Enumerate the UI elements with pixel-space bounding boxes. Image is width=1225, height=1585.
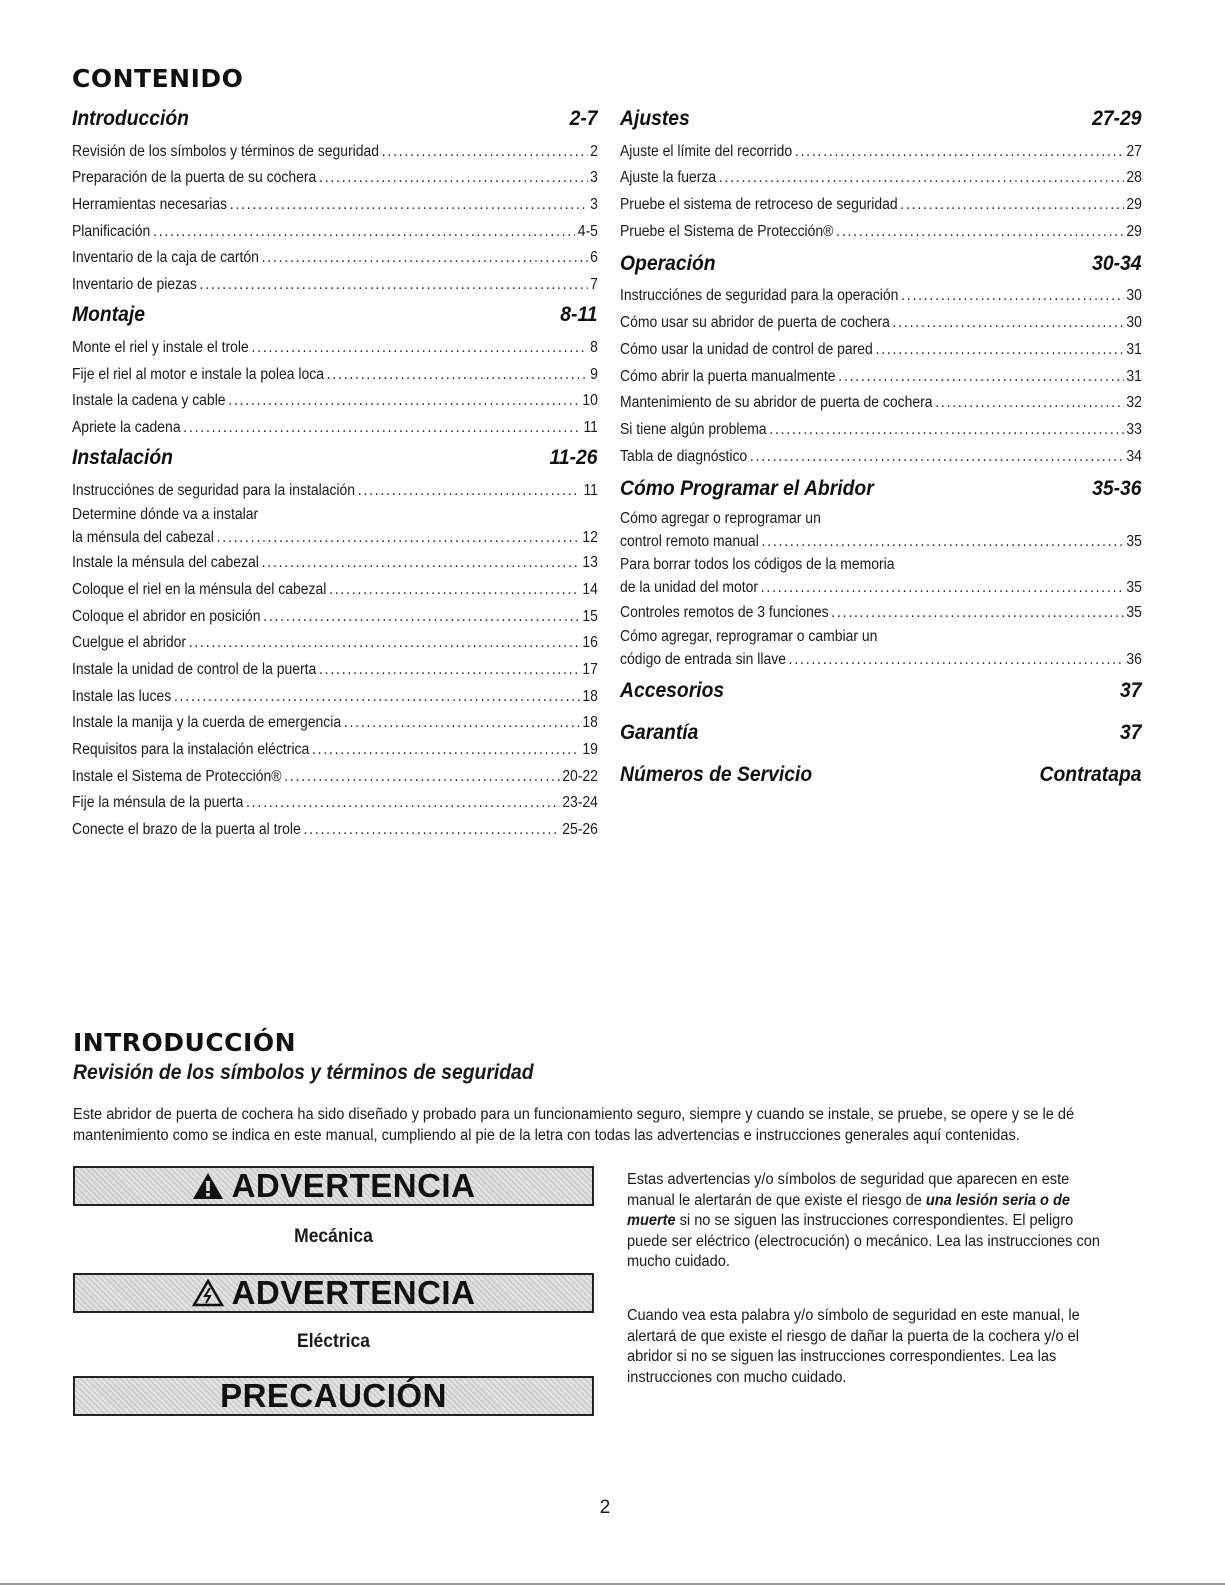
- section-pages: 35-36: [1092, 476, 1142, 500]
- toc-entry-text: Apriete la cadena: [72, 418, 181, 436]
- section-heading: [620, 474, 1142, 508]
- toc-dot-leader: [876, 337, 1124, 363]
- toc-entry-text: control remoto manual: [620, 532, 759, 550]
- toc-entry: [620, 309, 1142, 336]
- toc-dot-leader: [831, 600, 1123, 626]
- toc-dot-leader: [217, 526, 580, 550]
- toc-dot-leader: [750, 444, 1124, 470]
- toc-dot-leader: [319, 165, 587, 191]
- toc-entry-line: Cómo agregar o reprogramar un: [620, 509, 821, 527]
- toc-entry-text: Cómo abrir la puerta manualmente: [620, 367, 836, 385]
- toc-entry-page: 17: [582, 661, 598, 678]
- toc-entry-text: Cómo usar su abridor de puerta de cochera: [620, 314, 890, 332]
- toc-entry: [72, 271, 598, 298]
- toc-dot-leader: [719, 165, 1124, 191]
- toc-entry: [72, 526, 598, 550]
- section-title: Números de Servicio: [620, 763, 813, 787]
- toc-dot-leader: [228, 388, 579, 414]
- section-heading: [620, 249, 1142, 283]
- toc-entry-text: Si tiene algún problema: [620, 420, 767, 438]
- toc-entry-text: Cómo usar la unidad de control de pared: [620, 340, 873, 358]
- toc-entry-page: 4-5: [577, 222, 598, 240]
- toc-entry-page: 20-22: [562, 767, 598, 785]
- toc-dot-leader: [189, 630, 580, 656]
- toc-dot-leader: [900, 192, 1123, 218]
- toc-entry-text: Planificación: [72, 222, 151, 240]
- toc-entry-page: 10: [582, 392, 598, 410]
- toc-dot-leader: [795, 139, 1124, 165]
- section-title: Montaje: [72, 303, 145, 327]
- section-title: Operación: [620, 251, 716, 275]
- toc-dot-leader: [893, 310, 1124, 336]
- toc-multiline-entry: [620, 554, 1142, 600]
- toc-entry-text: Requisitos para la instalación eléctrica: [72, 741, 310, 759]
- toc-entry: [72, 683, 598, 710]
- toc-dot-leader: [262, 245, 588, 271]
- toc-entry-line: Determine dónde va a instalar: [72, 505, 259, 523]
- page-number: 2: [599, 1497, 611, 1518]
- toc-entry-page: 16: [582, 634, 598, 652]
- warning-mechanical-text: ADVERTENCIA: [231, 1167, 476, 1204]
- warning-mechanical-label: Mecánica: [294, 1226, 373, 1247]
- toc-dot-leader: [251, 335, 587, 361]
- toc-dot-leader: [836, 219, 1124, 245]
- section-heading: [72, 300, 598, 334]
- contents-heading: CONTENIDO: [72, 64, 244, 93]
- toc-entry-page: 27: [1126, 142, 1142, 160]
- toc-entry-text: Instrucciónes de seguridad para la operación: [620, 287, 899, 305]
- toc-entry: [620, 165, 1142, 192]
- toc-entry-text: código de entrada sin llave: [620, 651, 786, 669]
- warning-electrical-label: Eléctrica: [297, 1331, 370, 1352]
- toc-dot-leader: [901, 283, 1124, 309]
- toc-entry: [72, 736, 598, 763]
- caution-text: PRECAUCIÓN: [220, 1377, 447, 1414]
- toc-entry-page: 18: [582, 687, 598, 705]
- toc-entry: [72, 656, 598, 683]
- intro-subheading: Revisión de los símbolos y términos de seguridad: [73, 1061, 534, 1084]
- warning-explanation-text: Estas advertencias y/o símbolos de seguridad que aparecen en este manual le alertarán de que existe el riesgo de: [627, 1171, 1070, 1209]
- toc-dot-leader: [153, 219, 575, 245]
- toc-entry-text: Pruebe el Sistema de Protección®: [620, 222, 834, 240]
- toc-entry-text: Instale la unidad de control de la puerta: [72, 661, 317, 678]
- toc-entry-text: Tabla de diagnóstico: [620, 447, 748, 465]
- toc-multiline-entry: [72, 504, 598, 550]
- section-heading: [620, 760, 1142, 802]
- caution-banner: [73, 1376, 594, 1416]
- toc-entry-page: 30: [1126, 287, 1142, 305]
- section-pages: 37: [1120, 679, 1142, 703]
- section-pages: 37: [1120, 721, 1142, 745]
- toc-entry-page: 36: [1126, 651, 1142, 669]
- toc-entry: [72, 576, 598, 603]
- toc-entry: [72, 414, 598, 441]
- toc-entry-text: Coloque el riel en la ménsula del cabezal: [72, 580, 327, 598]
- warning-explanation-text-end: si no se siguen las instrucciones correspondientes. El peligro puede ser eléctrico (electrocución) o mecánico. Lea las instrucciones con mucho cuidado.: [627, 1212, 1100, 1271]
- toc-dot-leader: [303, 817, 559, 843]
- toc-entry-text: Coloque el abridor en posición: [72, 607, 261, 625]
- section-pages: 8-11: [560, 303, 598, 327]
- toc-entry: [72, 710, 598, 737]
- toc-entry-page: 7: [590, 276, 598, 294]
- toc-entry: [72, 550, 598, 577]
- toc-entry-text: Instale la manija y la cuerda de emergencia: [72, 714, 342, 732]
- toc-entry-text: Cuelgue el abridor: [72, 634, 187, 652]
- toc-dot-leader: [230, 192, 588, 218]
- toc-entry-page: 35: [1126, 578, 1142, 596]
- toc-entry-text: Mantenimiento de su abridor de puerta de cochera: [620, 394, 933, 412]
- toc-entry: [620, 283, 1142, 310]
- toc-entry: [72, 630, 598, 657]
- toc-entry-text: Conecte el brazo de la puerta al trole: [72, 821, 301, 839]
- toc-entry: [72, 361, 598, 388]
- toc-dot-leader: [200, 272, 588, 298]
- toc-entry: [72, 245, 598, 272]
- toc-dot-leader: [263, 604, 580, 630]
- toc-entry: [72, 790, 598, 817]
- toc-dot-leader: [329, 577, 580, 603]
- toc-entry-page: 12: [582, 528, 598, 546]
- toc-right-column: [620, 104, 1142, 802]
- toc-entry: [620, 218, 1142, 245]
- toc-entry-page: 13: [582, 554, 598, 572]
- toc-dot-leader: [761, 530, 1123, 554]
- toc-entry-page: 35: [1126, 604, 1142, 622]
- toc-entry: [620, 416, 1142, 443]
- toc-entry-text: Inventario de la caja de cartón: [72, 249, 259, 267]
- toc-entry-text: Monte el riel y instale el trole: [72, 338, 249, 356]
- toc-entry-page: 3: [590, 196, 598, 214]
- warning-triangle-icon: [192, 1172, 224, 1200]
- section-title: Accesorios: [620, 679, 725, 703]
- toc-entry-text: Instale la ménsula del cabezal: [72, 554, 259, 572]
- toc-entry-text: Revisión de los símbolos y términos de seguridad: [72, 142, 380, 160]
- toc-dot-leader: [284, 764, 559, 790]
- intro-heading: INTRODUCCIÓN: [73, 1028, 297, 1057]
- toc-entry-page: 23-24: [562, 794, 598, 812]
- toc-entry-page: 34: [1126, 447, 1142, 465]
- section-title: Ajustes: [620, 107, 690, 130]
- toc-entry-text: Ajuste el límite del recorrido: [620, 142, 793, 160]
- toc-entry-page: 30: [1126, 314, 1142, 332]
- section-title: Instalación: [72, 445, 173, 469]
- toc-entry-page: 9: [590, 365, 598, 383]
- toc-entry-text: Instrucciónes de seguridad para la instalación: [72, 481, 356, 499]
- toc-entry-text: Controles remotos de 3 funciones: [620, 604, 829, 622]
- section-title: Cómo Programar el Abridor: [620, 476, 874, 500]
- toc-entry-page: 15: [582, 607, 598, 625]
- toc-entry-page: 3: [590, 169, 598, 187]
- toc-entry: [620, 336, 1142, 363]
- section-title: Garantía: [620, 721, 699, 745]
- toc-entry: [620, 530, 1142, 554]
- toc-entry-text: Instale la cadena y cable: [72, 392, 226, 410]
- toc-entry-page: 33: [1126, 420, 1142, 438]
- toc-entry: [72, 191, 598, 218]
- toc-entry-page: 14: [582, 580, 598, 598]
- caution-explanation: Cuando vea esta palabra y/o símbolo de seguridad en este manual, le alertará de que existe el riesgo de dañar la puerta de la cochera y/o el abridor si no se siguen las instrucciones correspondientes. Lea las instrucciones con mucho cuidado.: [627, 1307, 1080, 1386]
- toc-dot-leader: [789, 648, 1124, 672]
- section-heading: [72, 443, 598, 477]
- toc-entry: [620, 138, 1142, 165]
- toc-entry-page: 18: [582, 714, 598, 732]
- toc-entry: [620, 191, 1142, 218]
- toc-entry: [72, 477, 598, 504]
- toc-entry-text: Herramientas necesarias: [72, 196, 228, 214]
- toc-entry: [72, 165, 598, 192]
- toc-entry: [620, 363, 1142, 390]
- toc-entry-line: Para borrar todos los códigos de la memoria: [620, 555, 895, 573]
- warning-explanation-emphasis: una lesión seria o de muerte: [627, 1191, 1071, 1230]
- toc-dot-leader: [327, 362, 588, 388]
- toc-entry-text: Instale el Sistema de Protección®: [72, 767, 282, 785]
- toc-entry: [72, 816, 598, 843]
- toc-entry: [72, 218, 598, 245]
- toc-entry: [72, 138, 598, 165]
- toc-dot-leader: [382, 139, 588, 165]
- toc-entry-text: Instale las luces: [72, 687, 172, 705]
- toc-entry-page: 2: [590, 142, 598, 160]
- toc-entry: [72, 334, 598, 361]
- toc-entry: [72, 603, 598, 630]
- toc-entry-page: 8: [590, 338, 598, 356]
- toc-entry: [72, 763, 598, 790]
- toc-entry-page: 32: [1126, 394, 1142, 412]
- section-heading: [72, 104, 598, 138]
- toc-entry: [620, 443, 1142, 470]
- warning-electrical-text: ADVERTENCIA: [231, 1274, 476, 1311]
- toc-entry-text: de la unidad del motor: [620, 578, 759, 596]
- toc-dot-leader: [246, 790, 559, 816]
- toc-entry-text: Ajuste la fuerza: [620, 169, 717, 187]
- section-heading: [620, 718, 1142, 760]
- toc-entry-page: 11: [583, 481, 598, 499]
- toc-entry: [72, 388, 598, 415]
- section-heading: [620, 676, 1142, 718]
- toc-multiline-entry: [620, 626, 1142, 672]
- toc-entry-page: 35: [1126, 532, 1142, 550]
- toc-entry-text: Pruebe el sistema de retroceso de seguridad: [620, 196, 898, 214]
- section-title: Introducción: [72, 107, 189, 130]
- electric-hazard-icon: [192, 1279, 224, 1307]
- toc-dot-leader: [262, 550, 580, 576]
- warning-explanation: [627, 1170, 1116, 1273]
- toc-dot-leader: [344, 710, 580, 736]
- intro-paragraph: Este abridor de puerta de cochera ha sido diseñado y probado para un funcionamiento seguro, siempre y cuando se instale, se pruebe, se opere y se le dé mantenimiento como se indica en este manual, cumpliendo al pie de la letra con todas las advertencias e instrucciones generales aquí contenidas.: [73, 1106, 1075, 1144]
- toc-entry-page: 31: [1126, 367, 1142, 385]
- toc-dot-leader: [838, 364, 1123, 390]
- toc-entry-page: 29: [1126, 196, 1142, 214]
- section-heading: [620, 104, 1142, 138]
- toc-entry-page: 19: [582, 741, 598, 759]
- toc-entry-page: 29: [1126, 222, 1142, 240]
- toc-entry-text: Fije el riel al motor e instale la polea loca: [72, 365, 324, 383]
- toc-dot-leader: [761, 576, 1124, 600]
- toc-dot-leader: [935, 390, 1123, 416]
- toc-entry-page: 11: [583, 418, 598, 436]
- toc-dot-leader: [319, 657, 580, 683]
- toc-entry-text: Preparación de la puerta de su cochera: [72, 169, 317, 187]
- section-pages: 30-34: [1092, 251, 1142, 275]
- toc-dot-leader: [769, 417, 1123, 443]
- toc-left-column: [72, 104, 598, 845]
- toc-entry-page: 25-26: [562, 821, 598, 839]
- toc-entry-line: Cómo agregar, reprogramar o cambiar un: [620, 628, 878, 646]
- section-pages: 2-7: [569, 107, 598, 130]
- section-pages: 11-26: [549, 445, 598, 469]
- section-pages: Contratapa: [1039, 763, 1142, 787]
- toc-entry-text: Inventario de piezas: [72, 276, 197, 294]
- toc-entry-page: 31: [1126, 340, 1142, 358]
- toc-entry: [620, 600, 1142, 627]
- toc-dot-leader: [174, 684, 580, 710]
- toc-entry: [620, 576, 1142, 600]
- toc-dot-leader: [183, 415, 580, 441]
- toc-entry-text: Fije la ménsula de la puerta: [72, 794, 244, 812]
- toc-entry: [620, 390, 1142, 417]
- toc-entry: [620, 648, 1142, 672]
- warning-electrical-banner: [73, 1273, 594, 1313]
- warning-mechanical-banner: [73, 1166, 594, 1206]
- toc-dot-leader: [312, 737, 580, 763]
- toc-entry-page: 28: [1126, 169, 1142, 187]
- toc-entry-text: la ménsula del cabezal: [72, 528, 214, 546]
- section-pages: 27-29: [1092, 107, 1142, 130]
- toc-multiline-entry: [620, 508, 1142, 554]
- toc-dot-leader: [358, 478, 581, 504]
- toc-entry-page: 6: [590, 249, 598, 267]
